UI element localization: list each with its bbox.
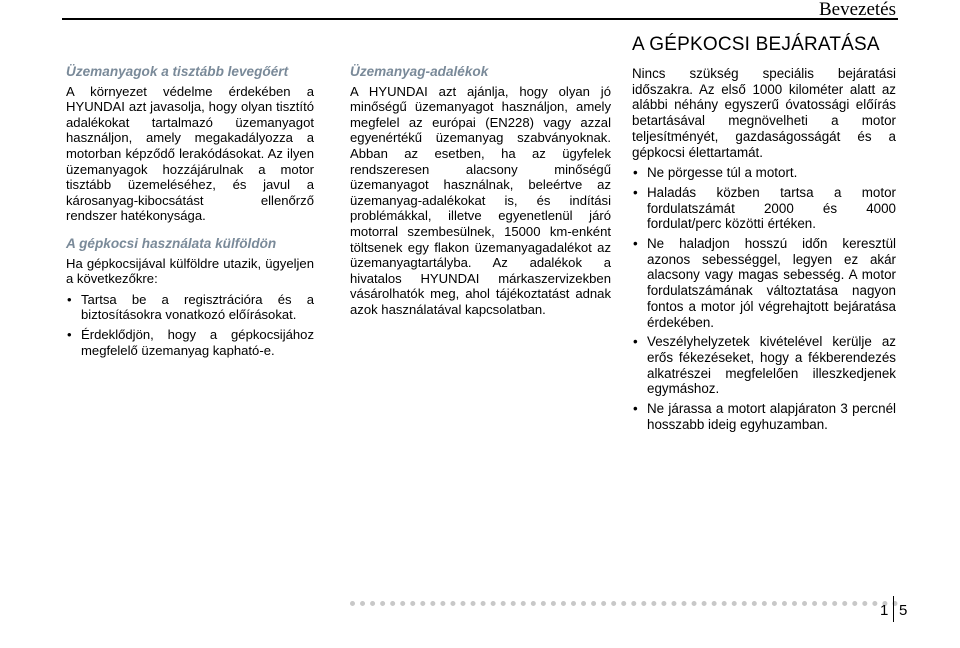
break-in-list-item: • Veszélyhelyzetek kivételével kerülje az erős fékezéseket, hogy a fékberendezés alkatrészei megfelelően illeszkedjenek egymáshoz. [632,334,896,397]
additive-paragraph: A HYUNDAI azt ajánlja, hogy olyan jó minőségű üzemanyagot használjon, amely megfelel az európai (EN228) vagy azzal egyenértékű üzemanyag szabványoknak. Abban az esetben, ha az ügyfelek rendszeresen alacsony minőségű üzemanyagot használnak, beleértve az üzemanyag-adalékokat is, és indítási problémákkal, illetve egyenetlenül járó motorral szembesülnek, 15000 km-enként töltsenek egy flakon üzemanyagadalékot az üzemanyagtartályba. Az adalékok a hivatalos HYUNDAI márkaszervizekben vásárolhatók meg, ahol tájékoztatást adnak azok használatával kapcsolatban. [350,83,611,317]
chapter-number: 1 [880,602,889,619]
right-column [632,66,896,436]
break-in-list-item: • Ne pörgesse túl a motort. [632,165,896,181]
page-number-separator [893,596,894,622]
break-in-list-item: • Haladás közben tartsa a motor fordulatszámát 2000 és 4000 fordulat/perc közötti értéken. [632,185,896,232]
break-in-list-item: • Ne járassa a motort alapjáraton 3 percnél hosszabb ideig egyhuzamban. [632,401,896,432]
break-in-list [632,165,896,432]
middle-column [350,64,611,318]
break-in-intro: Nincs szükség speciális bejáratási időszakra. Az első 1000 kilométer alatt az alábbi néhány egyszerű óvatossági előírás betartásával megnövelheti a motor teljesítményét, gazdaságosságát és a gépkocsi élettartamát. [632,66,896,160]
abroad-list [66,292,314,358]
additive-heading: Üzemanyag-adalékok [350,64,489,79]
abroad-heading: A gépkocsi használata külföldön [66,235,277,251]
header-rule [62,18,898,20]
abroad-list-item: • Érdeklődjön, hogy a gépkocsijához megfelelő üzemanyag kapható-e. [66,327,314,358]
fuel-heading: Üzemanyagok a tisztább levegőért [66,64,289,79]
break-in-list-item: • Ne haladjon hosszú időn keresztül azonos sebességgel, legyen ez akár alacsony vagy magas sebesség. A motor fordulatszámának változtatása nagyon fontos a motor jól végrehajtott bejáratása érdekében. [632,236,896,330]
abroad-intro: Ha gépkocsijával külföldre utazik, ügyeljen a következőkre: [66,255,314,287]
abroad-list-item: • Tartsa be a regisztrációra és a biztosításokra vonatkozó előírásokat. [66,292,314,323]
fuel-paragraph: A környezet védelme érdekében a HYUNDAI azt javasolja, hogy olyan tisztító adalékokat tartalmazó üzemanyagot használjon, amely megakadályozza a motorban képződő lerakódásokat. Az ilyen üzemanyagok hozzájárulnak a motor tisztább üzemeléséhez, és javul a károsanyag-kibocsátást ellenőrző rendszer hatékonysága. [66,83,314,224]
page-number: 5 [899,602,908,619]
left-column [66,64,314,362]
section-title: A GÉPKOCSI BEJÁRATÁSA [632,34,880,55]
chapter-header-title: Bevezetés [818,0,896,20]
footer-dotted-rule [350,601,898,606]
